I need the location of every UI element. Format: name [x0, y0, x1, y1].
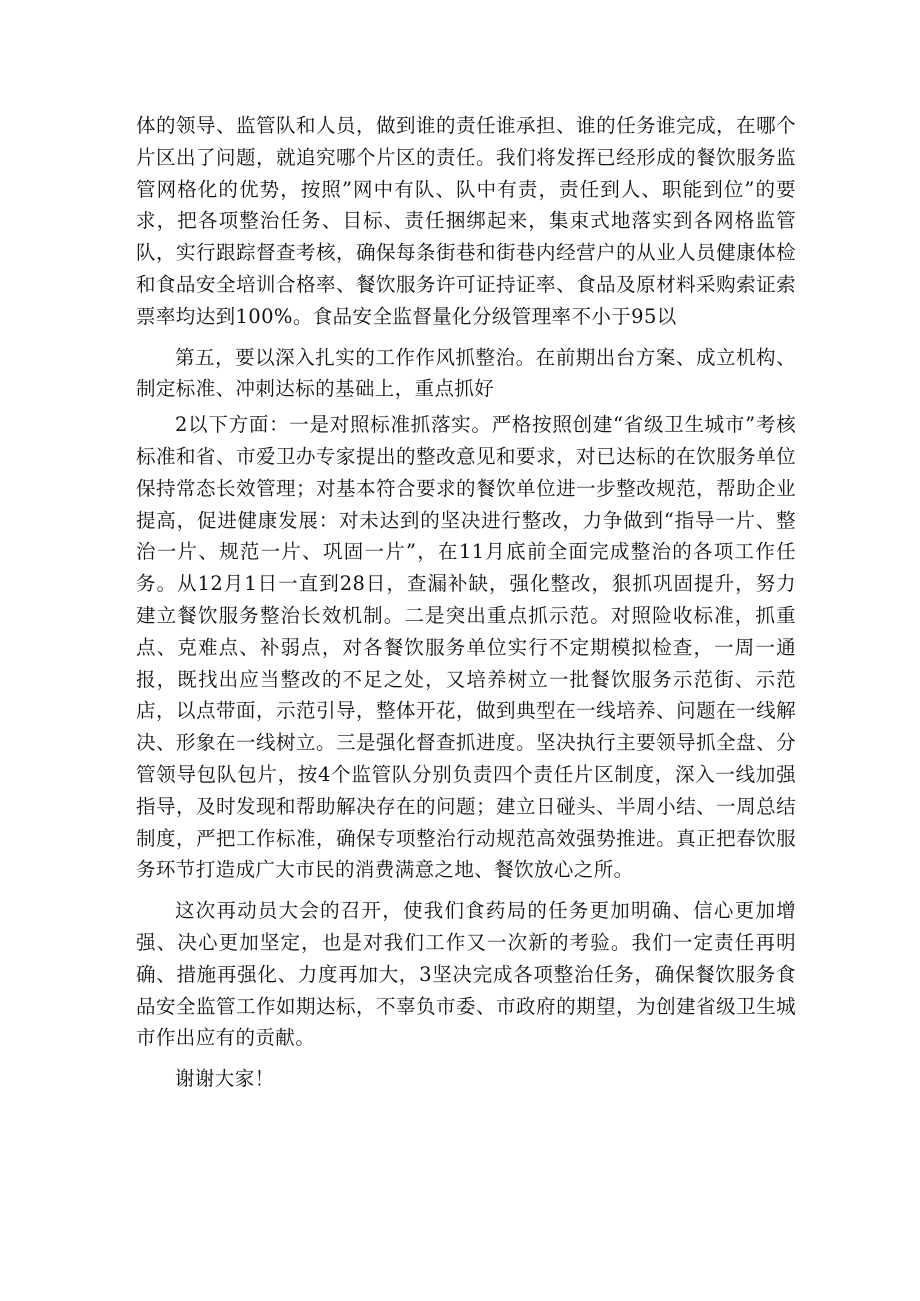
- paragraph-fifth-point: 第五，要以深入扎实的工作作风抓整治。在前期出台方案、成立机构、制定标准、冲刺达标的基础上，重点抓好: [136, 345, 796, 401]
- paragraph-thanks: 谢谢大家！: [175, 1067, 275, 1091]
- paragraph-conclusion: 这次再动员大会的召开，使我们食药局的任务更加明确、信心更加增强、决心更加坚定，也是对我们工作又一次新的考验。我们一定责任再明确、措施再强化、力度再加大，3坚决完成各项整治任务，确保餐饮服务食品安全监管工作如期达标，不辜负市委、市政府的期望，为创建省级卫生城市作出应有的贡献。: [136, 899, 796, 1050]
- document-body: [136, 110, 796, 1095]
- paragraph-three-aspects: 2以下方面：一是对照标准抓落实。严格按照创建“省级卫生城市”考核标准和省、市爱卫办专家提出的整改意见和要求，对已达标的在饮服务单位保持常态长效管理；对基本符合要求的餐饮单位进一步整改规范，帮助企业提高，促进健康发展：对未达到的坚决进行整改，力争做到“指导一片、整治一片、规范一片、巩固一片”，在11月底前全面完成整治的各项工作任务。从12月1日一直到28日，查漏补缺，强化整改，狠抓巩固提升，努力建立餐饮服务整治长效机制。二是突出重点抓示范。对照险收标准，抓重点、克难点、补弱点，对各餐饮服务单位实行不定期模拟检查，一周一通报，既找出应当整改的不足之处，又培养树立一批餐饮服务示范街、示范店，以点带面，示范引导，整体开花，做到典型在一线培养、问题在一线解决、形象在一线树立。三是强化督查抓进度。坚决执行主要领导抓全盘、分管领导包队包片，按4个监管队分别负责四个责任片区制度，深入一线加强指导，及时发现和帮助解决存在的问题；建立日碰头、半周小结、一周总结制度，严把工作标准，确保专项整治行动规范高效强势推进。真正把春饮服务环节打造成广大市民的消费满意之地、餐饮放心之所。: [136, 413, 796, 882]
- paragraph-continuation: 体的领导、监管队和人员，做到谁的责任谁承担、谁的任务谁完成，在哪个片区出了问题，就追究哪个片区的责任。我们将发挥已经形成的餐饮服务监管网格化的优势，按照”网中有队、队中有责，责任到人、职能到位”的要求，把各项整治任务、目标、责任捆绑起来，集束式地落实到各网格监管队，实行跟踪督查考核，确保每条街巷和街巷内经营户的从业人员健康体检和食品安全培训合格率、餐饮服务许可证持证率、食品及原材料采购索证索票率均达到100%。食品安全监督量化分级管理率不小于95以: [136, 114, 796, 328]
